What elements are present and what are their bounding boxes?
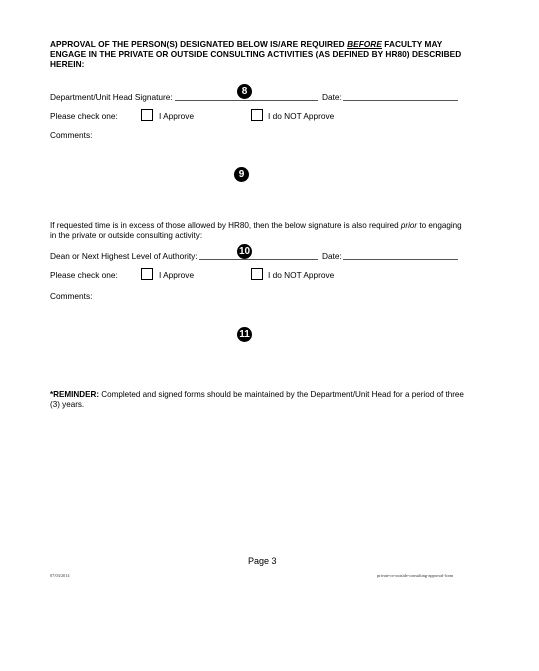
dept-not-approve-checkbox[interactable] [251,109,263,121]
reminder-note [50,390,472,410]
dept-date-label: Date: [322,92,342,102]
dept-not-approve-label: I do NOT Approve [268,111,335,121]
note-emphasis: prior [400,221,418,230]
excess-time-note [50,221,470,241]
dept-signature-line[interactable] [175,100,318,101]
dean-date-line[interactable] [343,259,458,260]
note-text-2: to engaging in the private or outside consulting activity: [50,221,462,240]
field-marker-11: 11 [237,327,252,342]
dean-signature-line[interactable] [199,259,318,260]
footer-filename: private-or-outside-consulting-approval-form [377,573,454,578]
dean-signature-label: Dean or Next Highest Level of Authority: [50,251,198,261]
approval-heading [50,39,470,69]
dean-approve-label: I Approve [159,270,195,280]
dean-date-label: Date: [322,251,342,261]
reminder-bold: *REMINDER: [50,390,100,399]
footer-date: 07/03/2014 [50,573,70,578]
field-marker-10: 10 [238,246,251,257]
dean-not-approve-label: I do NOT Approve [268,270,335,280]
dept-date-line[interactable] [343,100,458,101]
heading-emphasis: BEFORE [347,39,382,49]
reminder-text: Completed and signed forms should be maintained by the Department/Unit Head for a period of three (3) years. [50,390,464,409]
dean-approve-checkbox[interactable] [141,268,153,280]
field-marker-8: 8 [237,84,252,99]
heading-text-1: APPROVAL OF THE PERSON(S) DESIGNATED BELOW IS/ARE REQUIRED [50,39,348,49]
dean-check-label: Please check one: [50,270,118,280]
dept-check-label: Please check one: [50,111,118,121]
heading-text-2: FACULTY MAY ENGAGE IN THE PRIVATE OR OUTSIDE CONSULTING ACTIVITIES (AS DEFINED BY HR80) DESCRIBED HEREIN: [50,39,462,69]
dept-approve-checkbox[interactable] [141,109,153,121]
dept-comments-label: Comments: [50,130,93,140]
note-text-1: If requested time is in excess of those allowed by HR80, then the below signature is also required [50,221,401,230]
dept-signature-label: Department/Unit Head Signature: [50,92,173,102]
field-marker-9: 9 [234,167,249,182]
dean-not-approve-checkbox[interactable] [251,268,263,280]
page-number: Page 3 [248,556,277,566]
dept-approve-label: I Approve [159,111,195,121]
dean-comments-label: Comments: [50,291,93,301]
